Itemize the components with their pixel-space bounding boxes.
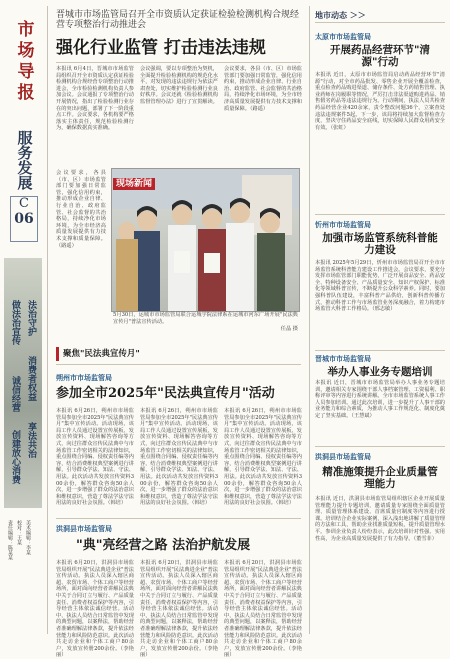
story2-body-col-1: 本报讯 6月26日，朔州市市场监管局参加全市2025年"民法典宣传月"集中宣传活动。活动现场，该局工作人员通过设置宣传展板、发放宣传资料、现场解答咨询等方式，向过往群众宣传民法典中与市场监管工作密切相关的法律知识，重点围绕合同编、侵权责任编等内容，结合消费维权典型案例进行讲解，引导群众学法、知法、守法、用法。此次活动共发放宣传资料300余份，解答群众咨询50余人次，进一步增强了群众的法治意识和维权意识，营造了尊法学法守法用法的良好社会氛围。（韩培） [56, 408, 134, 507]
story3-body-col-2: 本报讯 6月20日，洪洞县市场监管局组织开展"民法典进企业"普法宣传活动。执法人员深入辖区商超、农贸市场、个体工商户等经营场所，面对面向经营者讲解民法典中关于合同订立与履行、产品质量责任、消费者权益保护等内容，引导经营主体依法诚信经营。活动中，执法人员结合日常监管中发现的典型问题，以案释法，帮助经营者准确理解法律条款，提升依法经营能力和风险防范意识。此次活动共走访企业和个体工商户80余户，发放宣传册200余份。（李艳丽） [140, 560, 218, 659]
editor-line: 校对：王某 [16, 520, 22, 545]
page-number: 06 [14, 211, 34, 227]
right-column-header: 地市动态 ＞＞ [315, 10, 366, 20]
main-body-col-2: 会议强调，要以专项整治为契机，全面提升检验检测机构的规范化水平，对发现的违法违规行为依法严肃查处，切实维护检验检测行业良好秩序。会议还就《检验检测机构监督管理办法》进行了宣贯解读。 [140, 66, 218, 105]
main-body-col-3: 会议要求，各县（市、区）市场监管部门要加强日常监管，强化信用约束，推动形成企业自律、行业自治、政府监管、社会监督的共治格局，持续净化市场环境，为全市经济高质量发展提供有力技术支撑和质量保障。（路遥） [224, 66, 302, 112]
ad-line: 创建放心消费 [10, 430, 20, 484]
r1-headline: 开展药品经营环节"清源"行动 [330, 44, 430, 68]
ad-line: 做法治宣传 [10, 300, 20, 345]
ad-line: 诚信经营 [10, 376, 20, 412]
photo-people-image [112, 169, 299, 311]
masthead-title: 市场导报 [13, 20, 34, 104]
r3-headline: 举办人事业务专题培训 [327, 366, 433, 378]
ad-line: 法治守护 [26, 300, 36, 336]
divider [315, 22, 445, 23]
r4-source: 洪洞县市场监管局 [315, 452, 371, 461]
story3-source: 洪洞县市场监管局 [56, 524, 112, 533]
r2-body: 本报讯 2025年5月29日，忻州市市场监管局召开全市市场监管系统科普能力建设工作推进会。会议要求，要充分发挥市场监管部门职能优势，广泛开展食品安全、药品安全、特种设备安全、产品质量安全、知识产权保护、标准化等领域科普宣传，不断提升公众科学素养。同时，要加强科普队伍建设，丰富科普产品供给，创新科普传播方式，推动科普工作与市场监管业务深度融合，着力构建市场监管大科普工作格局。（邢志敏） [315, 260, 445, 313]
r1-source: 太原市市场监管局 [315, 32, 371, 41]
story2-body-col-3: 本报讯 6月26日，朔州市市场监管局参加全市2025年"民法典宣传月"集中宣传活动。活动现场，该局工作人员通过设置宣传展板、发放宣传资料、现场解答咨询等方式，向过往群众宣传民法典中与市场监管工作密切相关的法律知识，重点围绕合同编、侵权责任编等内容，结合消费维权典型案例进行讲解，引导群众学法、知法、守法、用法。此次活动共发放宣传资料300余份，解答群众咨询50余人次，进一步增强了群众的法治意识和维权意识，营造了尊法学法守法用法的良好社会氛围。（韩培） [224, 408, 302, 507]
page-number-box [10, 196, 38, 242]
column-divider [309, 6, 310, 634]
main-body-col-1: 本报讯 6月4日，晋城市市场监管局组织召开全市资质认定获证检验检测机构合规经营专项整治行动推进会，全市检验检测机构负责人参加会议。会议通报了专项整治行动开展情况，指出了检验检测行业存在的突出问题，部署了下一阶段重点工作。会议要求，各机构要严格落实主体责任，规范检验检测行为，确保数据真实准确。 [56, 66, 134, 132]
divider [56, 518, 301, 519]
ad-line: 消费者权益 [26, 356, 36, 401]
story3-headline: "典"亮经营之路 法治护航发展 [76, 538, 251, 553]
photographer-credit: 任晶 摄 [280, 326, 298, 332]
story2-source: 朔州市市场监管局 [56, 373, 112, 382]
masthead-logo [4, 6, 42, 122]
divider [315, 446, 445, 447]
editor-line: 责任编辑：陈某某 [7, 520, 13, 560]
divider [56, 364, 301, 365]
story2-headline: 参加全市2025年"民法典宣传月"活动 [56, 386, 275, 401]
r4-body: 本报讯 近日，洪洞县市场监管局组织辖区企业开展质量管理能力提升专题培训，邀请质量专家围绕全面质量管理、质量管理体系建设、首席质量官制度等内容进行授课。培训结合企业实际案例，深入浅出地讲解了质量管理的方法和工具，帮助企业找准质量短板，提升质量管理水平。参训企业负责人纷纷表示，此次培训针对性强、实用性高，为企业高质量发展提供了有力指导。（董雪菲） [315, 496, 445, 542]
r2-headline: 加强市场监管系统科普能力建设 [322, 232, 438, 256]
r3-source: 晋城市市场监管局 [315, 354, 371, 363]
photo-label-badge [113, 171, 175, 189]
editor-line: 美术编辑：李某 [25, 520, 31, 555]
story3-body-col-1: 本报讯 6月20日，洪洞县市场监管局组织开展"民法典进企业"普法宣传活动。执法人员深入辖区商超、农贸市场、个体工商户等经营场所，面对面向经营者讲解民法典中关于合同订立与履行、产品质量责任、消费者权益保护等内容，引导经营主体依法诚信经营。活动中，执法人员结合日常监管中发现的典型问题，以案释法，帮助经营者准确理解法律条款，提升依法经营能力和风险防范意识。此次活动共走访企业和个体工商户80余户，发放宣传册200余份。（李艳丽） [56, 560, 134, 659]
r2-source: 忻州市市场监管局 [315, 220, 371, 229]
photo-label: 现场新闻 [113, 178, 155, 190]
r4-headline: 精准施策提升企业质量管理能力 [322, 466, 438, 490]
main-kicker: 晋城市市场监管局召开全市资质认定获证检验检测机构合规经营专项整治行动推进会 [56, 10, 300, 30]
story2-body-col-2: 本报讯 6月26日，朔州市市场监管局参加全市2025年"民法典宣传月"集中宣传活动。活动现场，该局工作人员通过设置宣传展板、发放宣传资料、现场解答咨询等方式，向过往群众宣传民法典中与市场监管工作密切相关的法律知识，重点围绕合同编、侵权责任编等内容，结合消费维权典型案例进行讲解，引导群众学法、知法、守法、用法。此次活动共发放宣传资料300余份，解答群众咨询50余人次，进一步增强了群众的法治意识和维权意识，营造了尊法学法守法用法的良好社会氛围。（韩培） [140, 408, 218, 507]
page-letter: C [19, 196, 29, 211]
divider [315, 350, 445, 351]
side-advertisement [4, 258, 42, 508]
r1-body: 本报讯 近日，太原市市场监管局启动药品经营环节"清源"行动，对全市药品批发、零售企业开展全覆盖检查，重点检查药品购进渠道、储存条件、处方药销售管理、执业药师在岗履职等情况，严厉打击非法渠道购进药品、销售假劣药品等违法违规行为。行动期间，执法人员共检查药品经营企业420余家，责令整改问题36个，立案查处违法违规案件5起。下一步，该局将持续加大监督检查力度，坚决守住药品安全底线，切实保障人民群众用药安全有效。（张虹） [315, 72, 445, 131]
editor-credits [4, 520, 42, 636]
caption-text: 5月30日，运城市市场监管局联合运城学院法律系在运城市河东广场开展"民法典宣传月"普法宣传活动。 [113, 312, 298, 325]
divider [315, 214, 445, 215]
photo-caption [113, 312, 298, 333]
story3-body-col-3: 本报讯 6月20日，洪洞县市场监管局组织开展"民法典进企业"普法宣传活动。执法人员深入辖区商超、农贸市场、个体工商户等经营场所，面对面向经营者讲解民法典中关于合同订立与履行、产品质量责任、消费者权益保护等内容，引导经营主体依法诚信经营。活动中，执法人员结合日常监管中发现的典型问题，以案释法，帮助经营者准确理解法律条款，提升依法经营能力和风险防范意识。此次活动共走访企业和个体工商户80余户，发放宣传册200余份。（李艳丽） [224, 560, 302, 659]
divider [56, 62, 301, 63]
margin-divider [47, 6, 48, 634]
feature-quote-box [56, 347, 171, 361]
main-headline: 强化行业监管 打击违法违规 [56, 38, 266, 58]
ad-line: 享法共治 [26, 422, 36, 458]
r3-body: 本报讯 近日，晋城市市场监管局举办人事业务专题培训，邀请相关专家围绕干部人事档案管理、工资福利、职称评审等内容进行系统讲解。全市市场监管系统人事工作人员参加培训。通过此次培训，进一步提升了人事干部的业务能力和综合素质，为推动人事工作规范化、制度化奠定了坚实基础。（王慧斌） [315, 380, 445, 419]
section-name: 服务发展 [15, 130, 34, 190]
quote-text: 聚焦"民法典宣传月" [63, 349, 140, 359]
main-body-col-1b: 会议要求，各县（市、区）市场监管部门要加强日常监管，强化信用约束，推动形成企业自律、行业自治、政府监管、社会监督的共治格局，持续净化市场环境，为全市经济高质量发展提供有力技术支撑和质量保障。（路遥） [56, 170, 106, 249]
